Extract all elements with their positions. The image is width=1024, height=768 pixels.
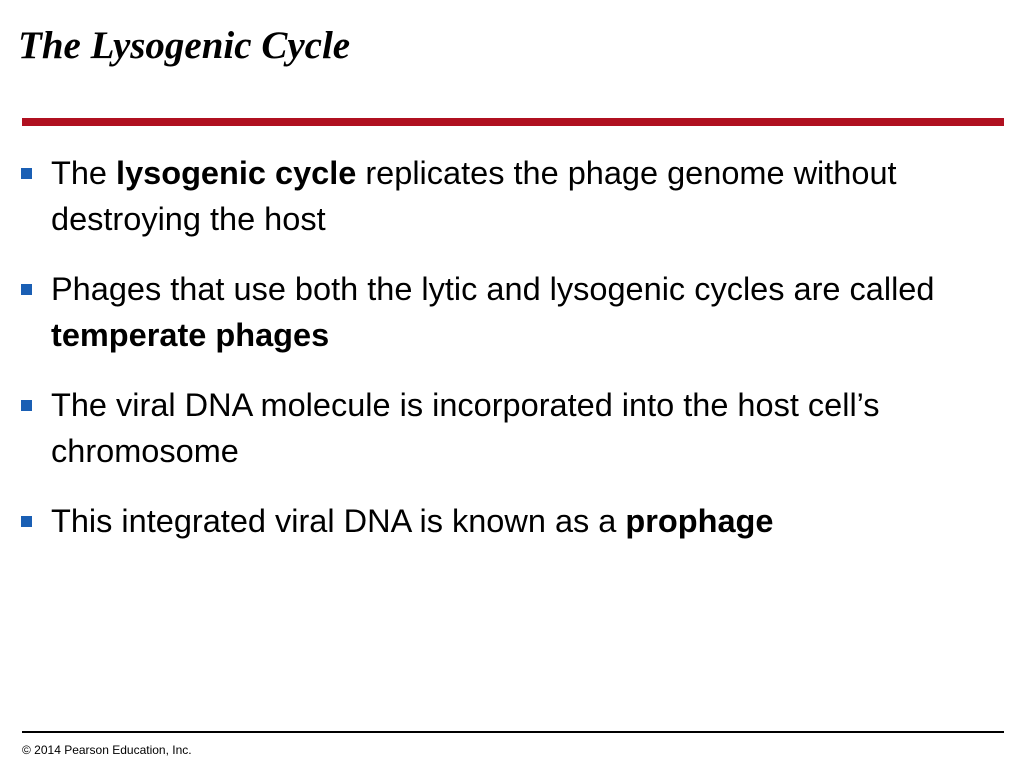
key-term: prophage [625,503,774,539]
square-bullet-icon [21,284,32,295]
bullet-text-segment: The viral DNA molecule is incorporated into the host cell’s chromosome [51,387,880,469]
bullet-text [51,155,897,237]
footer-divider [22,731,1004,733]
square-bullet-icon [21,168,32,179]
key-term: lysogenic cycle [116,155,357,191]
bullet-item-1 [20,150,1000,242]
square-bullet-icon [21,400,32,411]
title-divider [22,118,1004,126]
square-bullet-icon [21,516,32,527]
bullet-text-segment: The [51,155,117,191]
bullet-text-segment: Phages that use both the lytic and lysogenic cycles are called [51,271,935,307]
bullet-text-segment: This integrated viral DNA is known as a [51,503,626,539]
bullet-text [51,271,934,353]
key-term: temperate phages [51,317,330,353]
bullet-item-2 [20,266,1000,358]
bullet-list [20,150,1000,568]
bullet-item-3 [20,382,1000,474]
bullet-text-segment: replicates the phage genome without destroying the host [51,155,897,237]
bullet-item-4 [20,498,1000,544]
bullet-text [51,387,880,469]
slide-title: The Lysogenic Cycle [18,24,351,67]
copyright-notice: © 2014 Pearson Education, Inc. [22,743,192,757]
bullet-text [51,503,773,539]
